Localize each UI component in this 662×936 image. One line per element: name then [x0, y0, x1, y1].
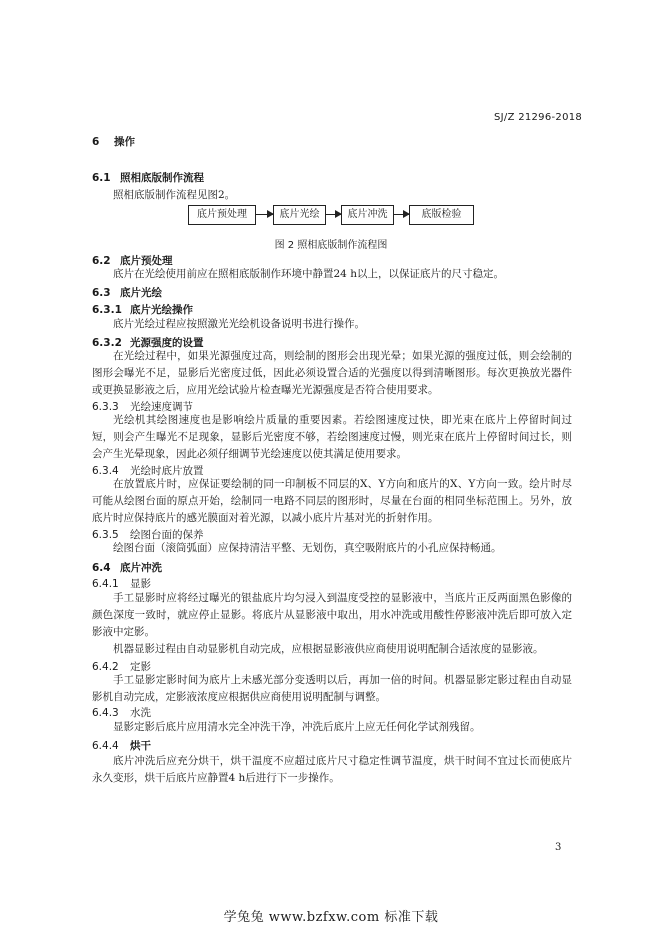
section-title: 照相底版制作流程	[120, 172, 204, 184]
section-6-4-heading	[92, 560, 162, 575]
section-number: 6.4.3	[92, 707, 119, 719]
flow-step-inspection: 底版检验	[409, 205, 474, 225]
flow-step-developing: 底片冲洗	[341, 205, 394, 225]
section-6-3-3-text: 光绘机其绘图速度也是影响绘片质量的重要因素。若绘图速度过快，即光束在底片上停留时间过短，则会产生曝光不足现象，显影后光密度不够，若绘图速度过慢，则光束在底片上停留时间过长，则会产生光晕现象，因此必须仔细调节光绘速度以使其满足使用要求。	[92, 414, 572, 460]
figure-caption: 图 2 照相底版制作流程图	[274, 240, 388, 251]
section-title: 定影	[130, 661, 151, 673]
chapter-number: 6	[92, 136, 100, 148]
section-title: 底片冲洗	[120, 562, 162, 574]
section-6-4-3-heading	[92, 705, 151, 720]
section-6-3-1-text: 底片光绘过程应按照激光光绘机设备说明书进行操作。	[113, 318, 365, 330]
section-title: 底片光绘	[120, 287, 162, 299]
chapter-heading	[92, 134, 135, 149]
section-title: 光源强度的设置	[130, 337, 204, 349]
section-number: 6.3.3	[92, 401, 119, 413]
section-title: 光绘时底片放置	[130, 465, 204, 477]
section-number: 6.3.1	[92, 304, 122, 316]
section-number: 6.4	[92, 562, 111, 574]
flow-arrow	[255, 214, 273, 215]
section-number: 6.1	[92, 172, 111, 184]
section-number: 6.2	[92, 255, 111, 267]
section-title: 烘干	[130, 740, 151, 752]
section-number: 6.4.1	[92, 578, 119, 590]
flow-step-plotting: 底片光绘	[273, 205, 326, 225]
section-title: 底片光绘操作	[130, 304, 193, 316]
flow-arrow	[393, 214, 409, 215]
section-number: 6.3.5	[92, 529, 119, 541]
section-6-3-1-heading	[92, 302, 193, 317]
section-6-3-2-text: 在光绘过程中，如果光源强度过高，则绘制的图形会出现光晕；如果光源的强度过低，则会绘制的图形会曝光不足，显影后光密度过低，因此必须设置合适的光强度以得到清晰图形。每次更换放光器件或更换显影液之后，应用光绘试验片检查曝光光源强度是否符合使用要求。	[92, 350, 572, 396]
section-number: 6.3.4	[92, 465, 119, 477]
section-6-4-3-text: 显影定影后底片应用清水完全冲洗干净，冲洗后底片上应无任何化学试剂残留。	[113, 721, 481, 733]
section-title: 水洗	[130, 707, 151, 719]
flow-arrow	[325, 214, 341, 215]
section-number: 6.3.2	[92, 337, 122, 349]
section-6-4-4-heading	[92, 738, 151, 753]
section-title: 底片预处理	[120, 255, 173, 267]
section-title: 显影	[130, 578, 151, 590]
section-6-4-1-text-2: 机器显影过程由自动显影机自动完成，应根据显影液供应商使用说明配制合适浓度的显影液。	[113, 643, 544, 655]
section-6-4-1-heading	[92, 576, 151, 591]
section-6-4-2-text: 手工显影定影时间为底片上未感光部分变透明以后，再加一倍的时间。机器显影定影过程由自动显影机自动完成，定影液浓度应根据供应商使用说明配制与调整。	[92, 674, 572, 703]
standard-code: SJ/Z 21296-2018	[494, 112, 583, 123]
section-number: 6.4.2	[92, 661, 119, 673]
section-6-1-intro: 照相底版制作流程见图2。	[113, 189, 236, 201]
section-6-1-heading	[92, 170, 204, 185]
chapter-title: 操作	[114, 136, 135, 148]
section-6-4-4-text: 底片冲洗后应充分烘干，烘干温度不应超过底片尺寸稳定性调节温度，烘干时间不宜过长而使底片永久变形，烘干后底片应静置4 h后进行下一步操作。	[92, 755, 572, 784]
flow-step-pretreat: 底片预处理	[188, 205, 256, 225]
section-title: 光绘速度调节	[130, 401, 193, 413]
section-6-2-text: 底片在光绘使用前应在照相底版制作环境中静置24 h以上，以保证底片的尺寸稳定。	[113, 268, 504, 280]
section-number: 6.3	[92, 287, 111, 299]
section-6-3-heading	[92, 285, 162, 300]
section-6-3-5-text: 绘图台面（滚筒弧面）应保持清洁平整、无划伤，真空吸附底片的小孔应保持畅通。	[113, 542, 502, 554]
section-title: 绘图台面的保养	[130, 529, 204, 541]
page-number: 3	[555, 842, 562, 853]
section-6-4-1-text-1: 手工显影时应将经过曝光的银盐底片均匀浸入到温度受控的显影液中，当底片正反两面黑色影像的颜色深度一致时，就应停止显影。将底片从显影液中取出，用水冲洗或用酸性停影液冲洗后即可放入定影液中定影。	[92, 592, 572, 638]
footer-watermark[interactable]: 学兔兔 www.bzfxw.com 标准下载	[223, 910, 439, 925]
section-number: 6.4.4	[92, 740, 119, 752]
section-6-3-4-text: 在放置底片时，应保证要绘制的同一印制板不同层的X、Y方向和底片的X、Y方向一致。绘片时尽可能从绘图台面的原点开始，绘制同一电路不同层的图形时，尽量在台面的相同坐标范围上。另外，放底片时应保持底片的感光膜面对着光源，以减小底片片基对光的折射作用。	[92, 478, 572, 524]
